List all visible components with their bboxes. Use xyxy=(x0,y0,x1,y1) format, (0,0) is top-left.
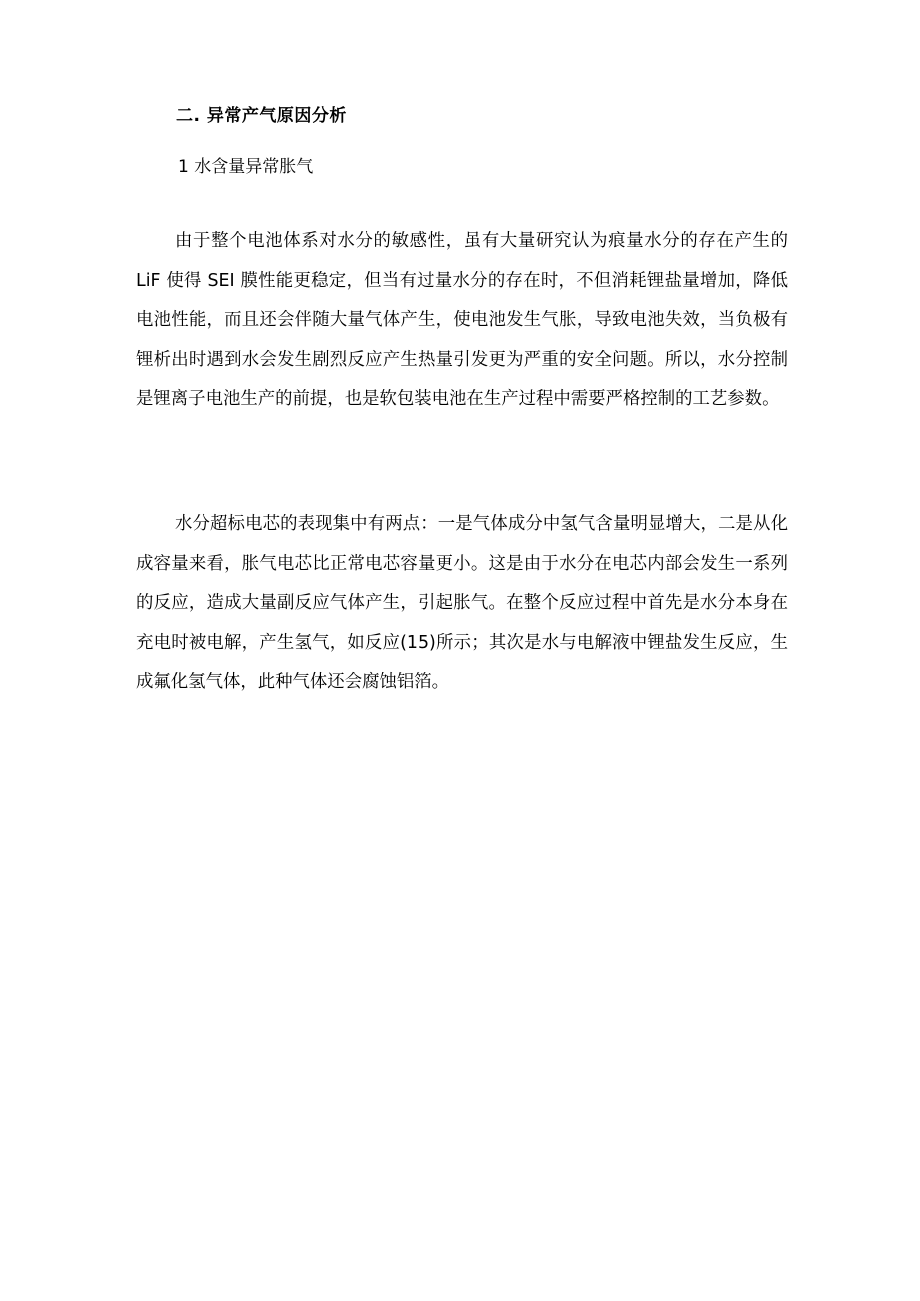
body-paragraph-moisture-symptoms: 水分超标电芯的表现集中有两点：一是气体成分中氢气含量明显增大，二是从化成容量来看，胀气电芯比正常电芯容量更小。这是由于水分在电芯内部会发生一系列的反应，造成大量副反应气体产生，引起胀气。在整个反应过程中首先是水分本身在充电时被电解，产生氢气，如反应(15)所示；其次是水与电解液中锂盐发生反应，生成氟化氢气体，此种气体还会腐蚀铝箔。 xyxy=(136,514,788,692)
sub-heading: 1 水含量异常胀气 xyxy=(178,157,314,177)
section-heading: 二. 异常产气原因分析 xyxy=(176,106,347,126)
body-paragraph-moisture-sensitivity: 由于整个电池体系对水分的敏感性，虽有大量研究认为痕量水分的存在产生的 LiF 使得 SEI 膜性能更稳定，但当有过量水分的存在时，不但消耗锂盐量增加，降低电池性能，而且还会伴随大量气体产生，使电池发生气胀，导致电池失效，当负极有锂析出时遇到水会发生剧烈反应产生热量引发更为严重的安全问题。所以，水分控制是锂离子电池生产的前提，也是软包装电池在生产过程中需要严格控制的工艺参数。 xyxy=(136,231,788,409)
